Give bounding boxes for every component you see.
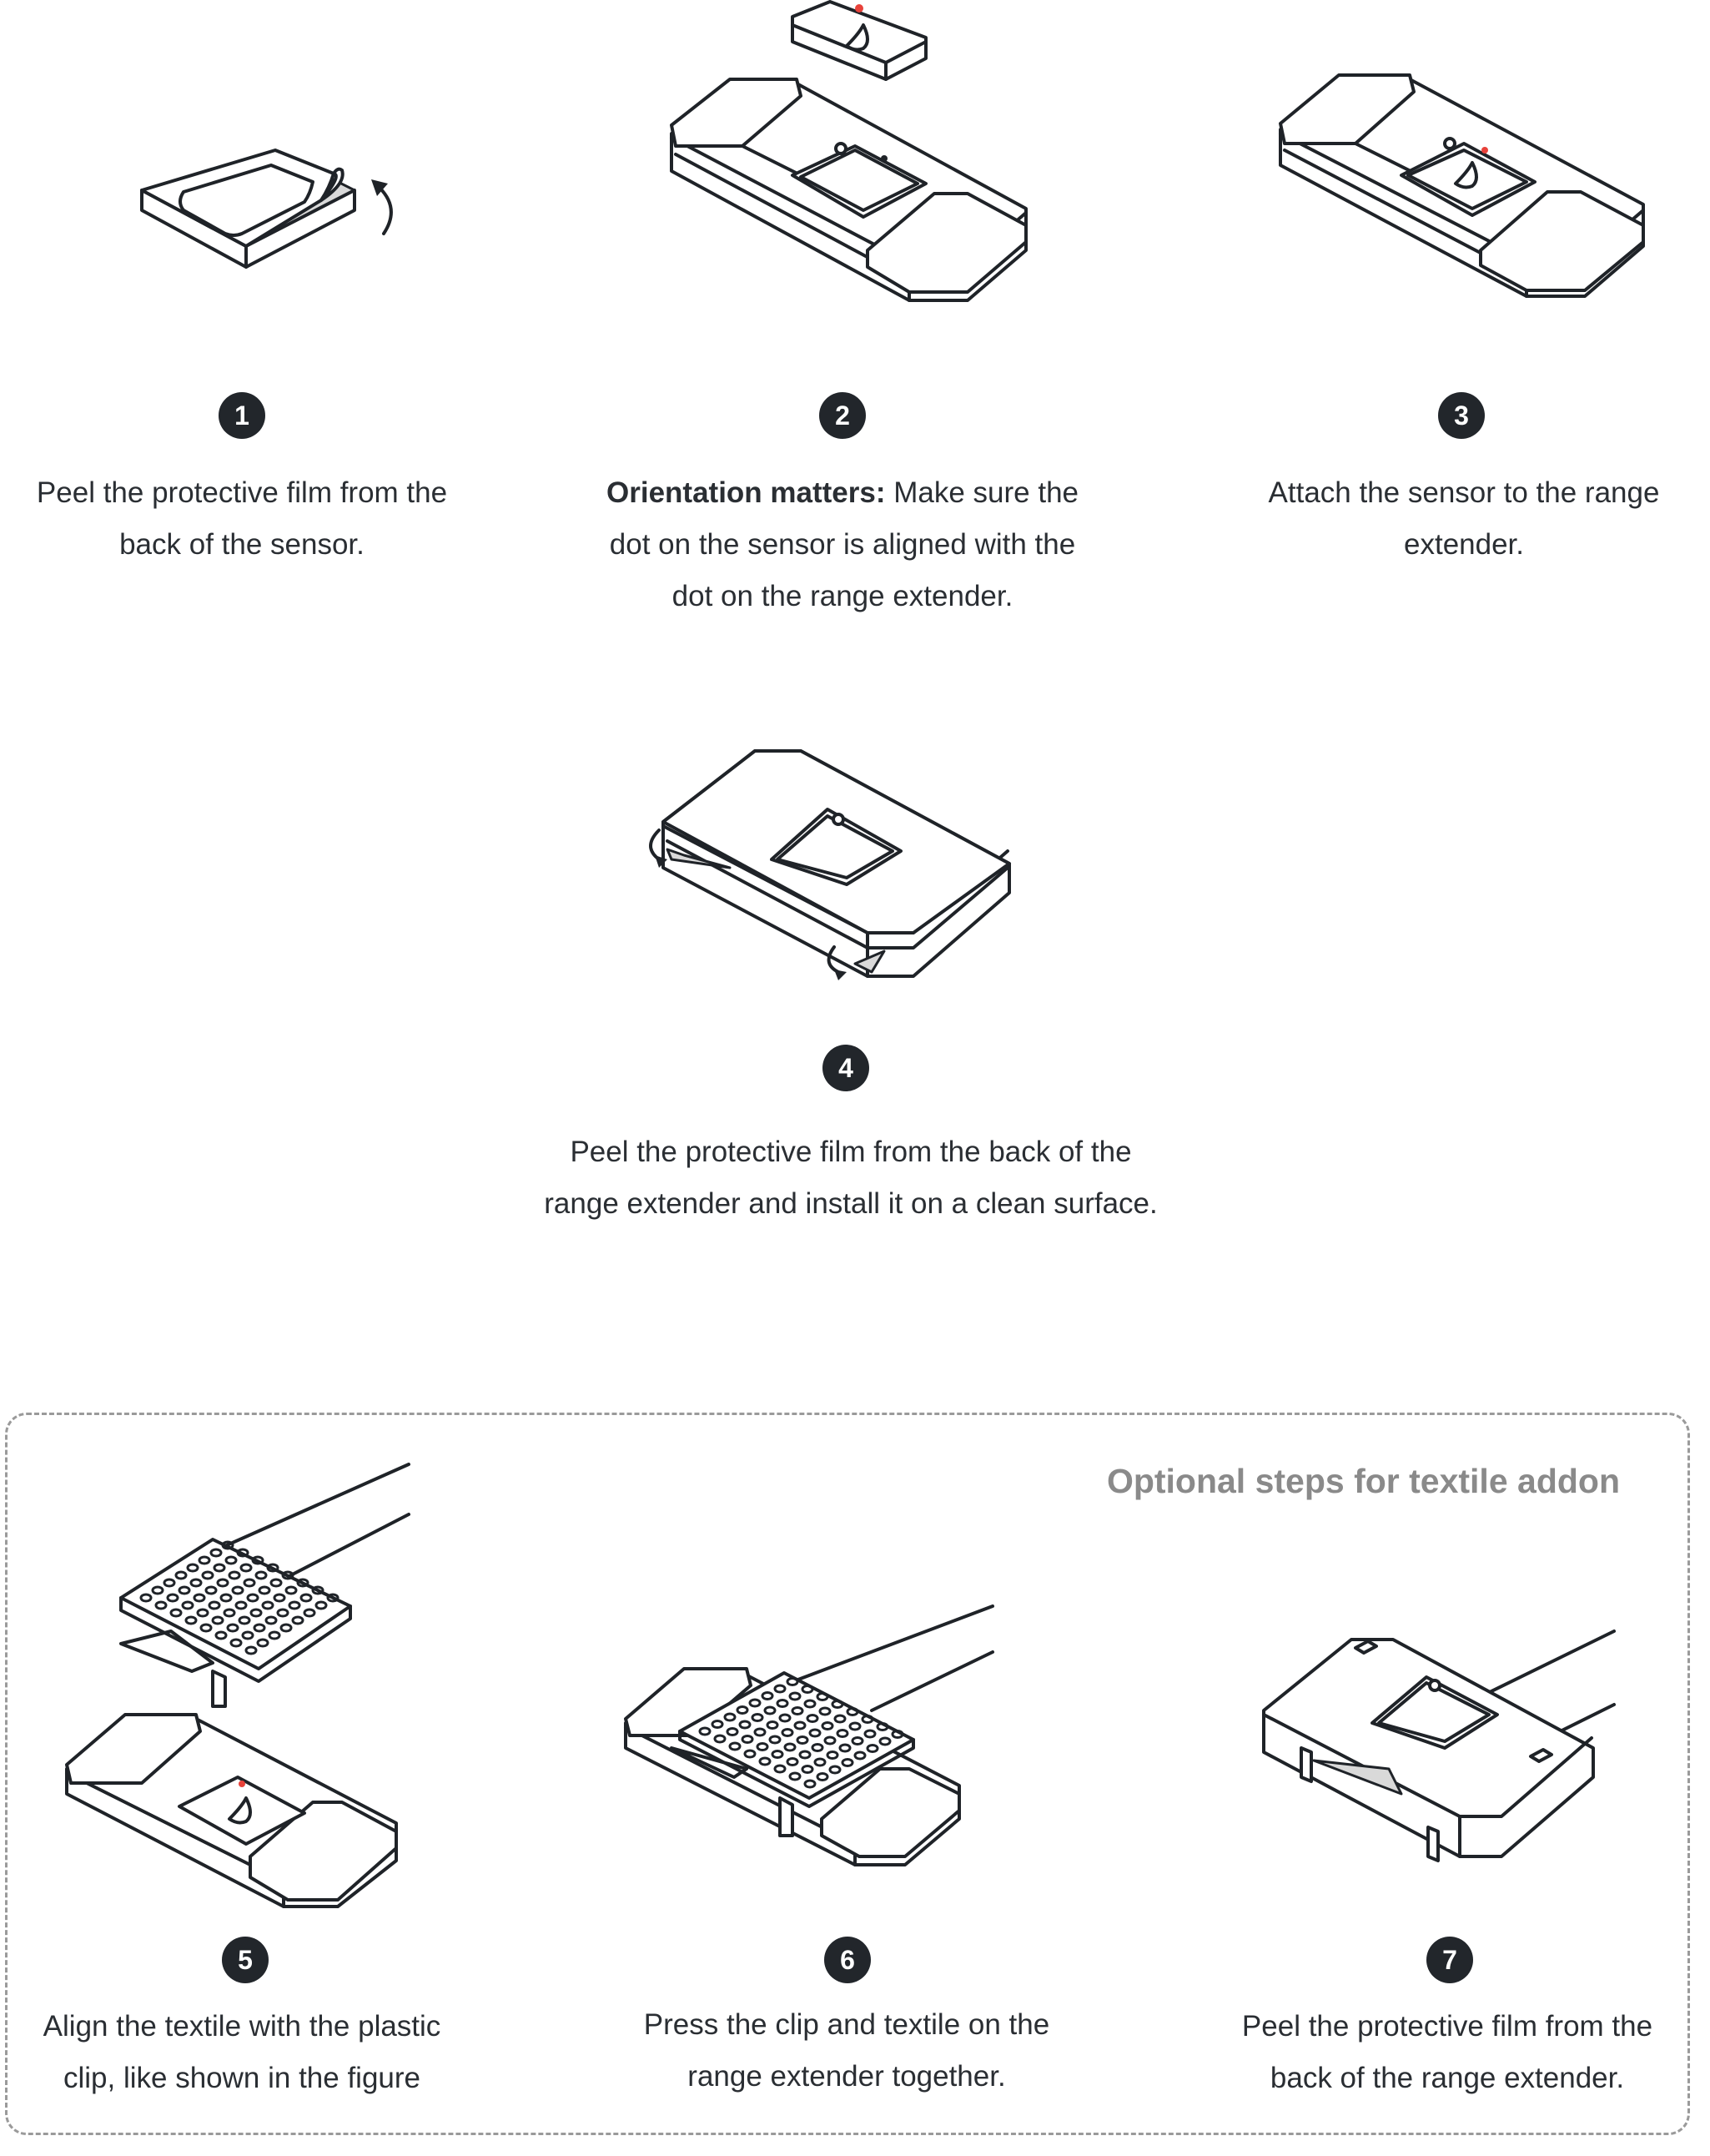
step-3-number: 3 [1454, 400, 1469, 431]
step-1-illustration [133, 142, 417, 300]
step-4-badge [822, 1045, 869, 1091]
step-2-badge [819, 392, 866, 439]
step-1-number: 1 [234, 400, 249, 431]
step-6-caption: Press the clip and textile on the range extender together. [643, 2008, 1050, 2093]
step-7-illustration [1260, 1631, 1635, 1898]
step-5-number: 5 [238, 1944, 253, 1975]
step-5-illustration [63, 1464, 421, 1907]
step-6-badge [824, 1937, 871, 1983]
optional-steps-title: Optional steps for textile addon [1106, 1462, 1620, 1500]
step-2-caption [596, 467, 1089, 622]
step-2-number: 2 [835, 400, 850, 431]
step-2-caption-bold: Orientation matters: [606, 476, 886, 509]
step-1-badge [219, 392, 265, 439]
step-7-number: 7 [1442, 1944, 1457, 1975]
step-3-caption: Attach the sensor to the range extender. [1268, 476, 1660, 561]
step-3-illustration [1276, 67, 1668, 317]
step-6-number: 6 [840, 1944, 855, 1975]
step-6-illustration [621, 1606, 997, 1890]
step-7-caption: Peel the protective film from the back of the range extender. [1241, 2010, 1653, 2094]
step-1-caption: Peel the protective film from the back of the sensor. [36, 476, 448, 561]
step-2-illustration [659, 0, 1051, 325]
step-4-number: 4 [838, 1052, 853, 1083]
step-3-badge [1438, 392, 1485, 439]
step-7-badge [1426, 1937, 1473, 1983]
step-5-badge [222, 1937, 269, 1983]
step-5-caption: Align the textile with the plastic clip, like shown in the figure [43, 2010, 441, 2094]
step-4-caption: Peel the protective film from the back of the range extender and install it on a clean surface. [544, 1136, 1158, 1220]
step-4-illustration [634, 743, 1018, 985]
step-2-caption-text: Make sure the dot on the sensor is aligned with the dot on the range extender. [609, 476, 1079, 612]
